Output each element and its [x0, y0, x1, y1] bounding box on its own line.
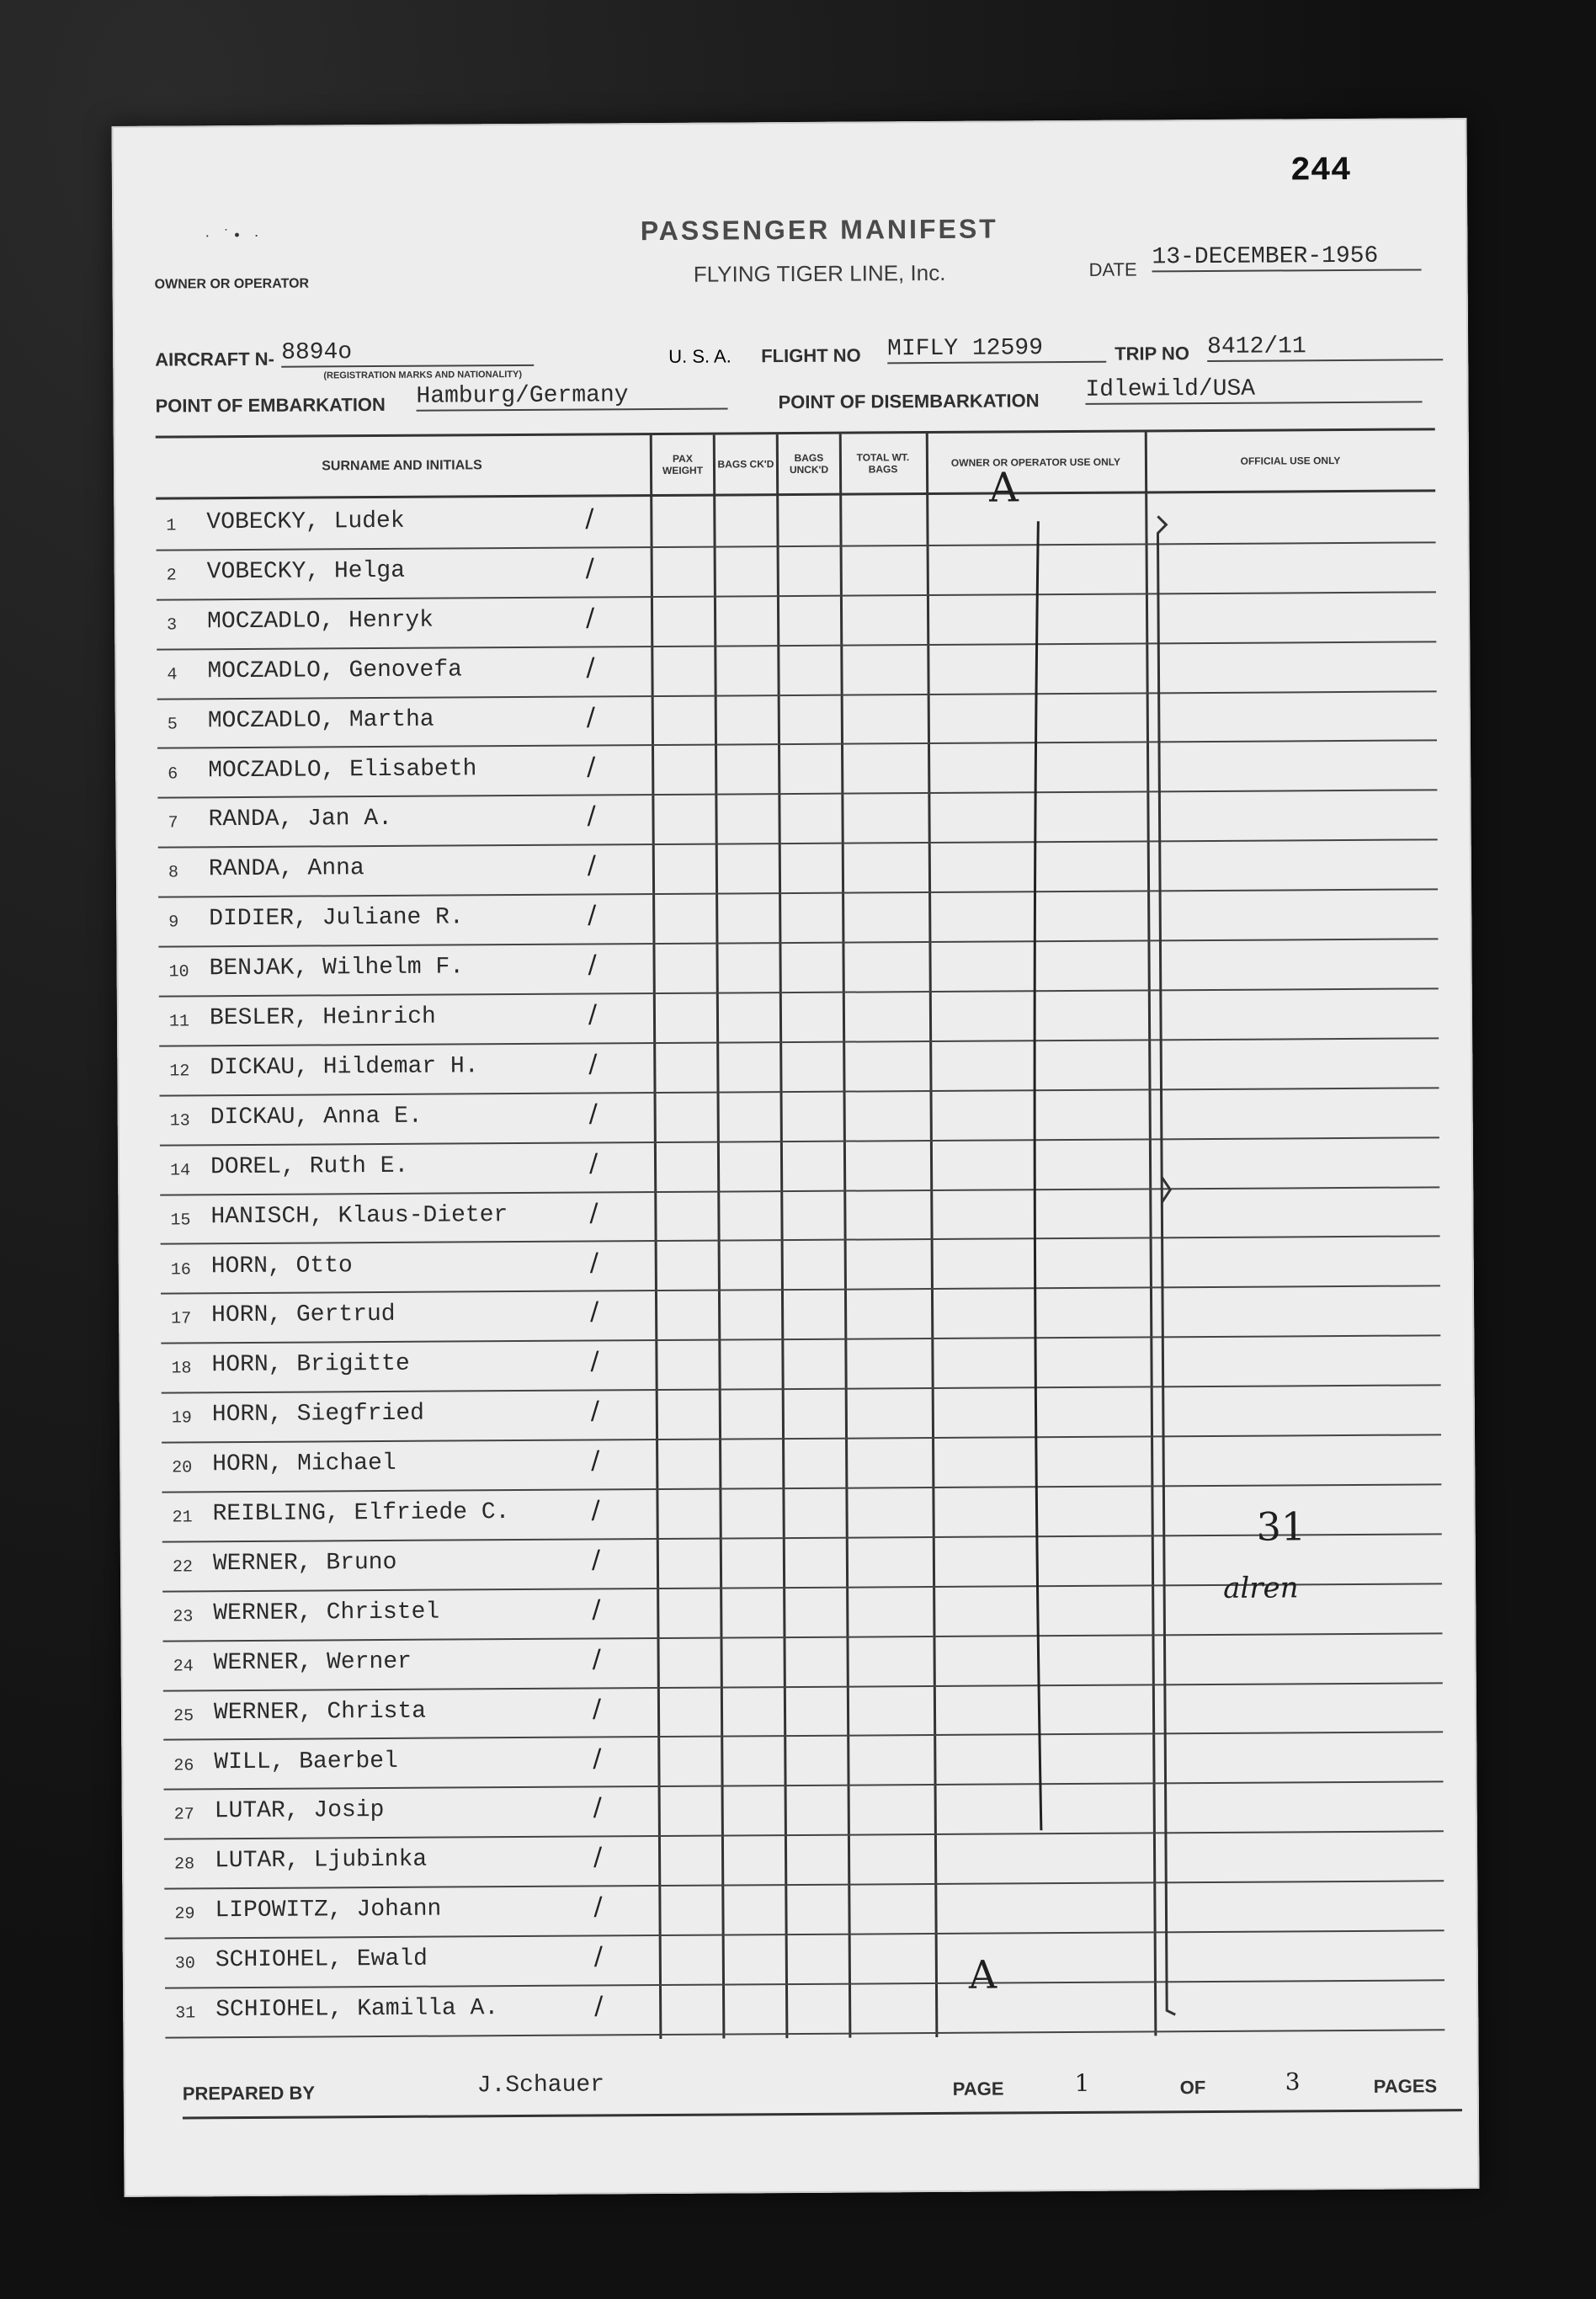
check-tick-mark: /	[592, 1594, 601, 1625]
check-tick-mark: /	[585, 503, 594, 534]
check-tick-mark: /	[589, 1198, 598, 1228]
row-number: 3	[167, 615, 178, 636]
handwritten-a-bottom: A	[968, 1951, 998, 1998]
flight-value: MIFLY 12599	[887, 335, 1106, 365]
passenger-name: MOCZADLO, Elisabeth	[208, 755, 477, 784]
pages-label: PAGES	[1373, 2075, 1438, 2097]
row-number: 22	[172, 1557, 194, 1578]
col-header-bags-ckd: BAGS CK'D	[717, 457, 774, 471]
nationality: U. S. A.	[668, 345, 732, 367]
check-tick-mark: /	[592, 1644, 601, 1674]
page-stamp-number: 244	[1290, 152, 1352, 191]
embarkation-value: Hamburg/Germany	[416, 381, 727, 411]
check-tick-mark: /	[590, 1296, 599, 1327]
passenger-name: DIDIER, Juliane R.	[209, 904, 464, 933]
passenger-name: HORN, Brigitte	[211, 1351, 410, 1379]
col-header-total-wt: TOTAL WT. BAGS	[856, 450, 910, 476]
row-number: 23	[173, 1607, 194, 1627]
check-tick-mark: /	[593, 1743, 602, 1773]
check-tick-mark: /	[590, 1396, 600, 1426]
row-number: 12	[169, 1062, 190, 1082]
passenger-name: HORN, Otto	[210, 1252, 353, 1280]
passenger-name: DICKAU, Anna E.	[210, 1103, 423, 1131]
check-tick-mark: /	[594, 1991, 604, 2021]
prepared-by-value: J.Schauer	[476, 2072, 605, 2099]
row-number: 24	[173, 1657, 194, 1677]
document-title: PASSENGER MANIFEST	[640, 213, 998, 247]
passenger-name: LIPOWITZ, Johann	[215, 1896, 442, 1924]
header-rule	[156, 430, 1435, 499]
row-number: 8	[168, 863, 179, 883]
manifest-page	[112, 118, 1480, 2197]
col-header-pax-weight: PAX WEIGHT	[662, 452, 704, 476]
row-number: 17	[171, 1309, 192, 1329]
row-number: 30	[174, 1954, 195, 1974]
row-number: 26	[173, 1755, 194, 1776]
row-number: 21	[172, 1508, 193, 1528]
passenger-name: WERNER, Christel	[213, 1599, 440, 1627]
check-tick-mark: /	[588, 1049, 598, 1079]
passenger-name: DICKAU, Hildemar H.	[210, 1053, 479, 1082]
check-tick-mark: /	[593, 1941, 604, 1972]
row-number: 5	[167, 715, 178, 735]
date-label: DATE	[1088, 258, 1137, 280]
passenger-name: RANDA, Anna	[208, 855, 364, 883]
passenger-name: VOBECKY, Helga	[206, 557, 406, 586]
row-number: 27	[173, 1805, 194, 1825]
check-tick-mark: /	[590, 1346, 599, 1376]
passenger-table	[156, 428, 1445, 2041]
passenger-name: WERNER, Bruno	[212, 1549, 397, 1578]
passenger-name: WERNER, Christa	[213, 1698, 427, 1726]
row-number: 11	[168, 1012, 190, 1032]
check-tick-mark: /	[588, 1099, 598, 1129]
row-number: 31	[175, 2004, 196, 2024]
row-number: 6	[168, 764, 178, 785]
row-number: 4	[167, 665, 178, 685]
check-tick-mark: /	[593, 1892, 603, 1922]
passenger-name: BENJAK, Wilhelm F.	[209, 954, 465, 982]
owner-operator-label: OWNER OR OPERATOR	[154, 276, 310, 292]
row-number: 14	[170, 1161, 191, 1181]
aircraft-label: AIRCRAFT N-	[155, 348, 275, 370]
passenger-name: HORN, Gertrud	[211, 1301, 396, 1329]
handwritten-total: 31	[1256, 1503, 1306, 1550]
handwritten-initials: alren	[1223, 1571, 1299, 1605]
passenger-name: DOREL, Ruth E.	[210, 1152, 409, 1180]
page-value: 1	[1074, 2068, 1090, 2097]
row-number: 10	[168, 962, 189, 982]
row-number: 9	[168, 913, 179, 933]
check-tick-mark: /	[586, 702, 596, 732]
row-number: 18	[171, 1359, 192, 1379]
flight-label: FLIGHT NO	[761, 344, 861, 367]
table-row	[165, 1979, 1444, 2038]
header-marks: · ˙• ·	[205, 226, 264, 244]
col-header-owner-use: OWNER OR OPERATOR USE ONLY	[950, 455, 1121, 469]
passenger-name: SCHIOHEL, Ewald	[215, 1945, 428, 1974]
handwritten-a-top: A	[988, 464, 1019, 512]
check-tick-mark: /	[591, 1445, 600, 1476]
footer	[183, 2058, 1462, 2119]
row-number: 7	[168, 813, 178, 833]
col-header-official-use: OFFICIAL USE ONLY	[1240, 454, 1341, 467]
disembarkation-value: Idlewild/USA	[1085, 375, 1422, 404]
of-value: 3	[1285, 2068, 1301, 2096]
passenger-name: SCHIOHEL, Kamilla A.	[215, 1995, 499, 2024]
check-tick-mark: /	[589, 1247, 598, 1277]
row-number: 28	[174, 1855, 195, 1875]
check-tick-mark: /	[591, 1495, 600, 1525]
passenger-name: MOCZADLO, Henryk	[207, 607, 434, 636]
passenger-name: HANISCH, Klaus-Dieter	[210, 1201, 508, 1230]
check-tick-mark: /	[587, 801, 596, 831]
check-tick-mark: /	[588, 999, 598, 1030]
row-number: 20	[172, 1458, 193, 1478]
passenger-name: RANDA, Jan A.	[208, 806, 393, 833]
of-label: OF	[1179, 2077, 1206, 2099]
passenger-name: MOCZADLO, Genovefa	[207, 657, 463, 684]
check-tick-mark: /	[586, 652, 595, 683]
passenger-name: WILL, Baerbel	[214, 1748, 398, 1775]
embarkation-label: POINT OF EMBARKATION	[155, 393, 386, 417]
row-number: 16	[170, 1259, 191, 1280]
check-tick-mark: /	[592, 1694, 602, 1724]
company-name: FLYING TIGER LINE, Inc.	[693, 259, 946, 287]
check-tick-mark: /	[588, 900, 597, 930]
trip-value: 8412/11	[1207, 333, 1443, 362]
aircraft-value: 8894o	[281, 338, 534, 368]
check-tick-mark: /	[588, 950, 597, 980]
passenger-name: WERNER, Werner	[213, 1648, 412, 1676]
passenger-name: VOBECKY, Ludek	[206, 508, 405, 536]
row-number: 2	[166, 566, 177, 586]
col-header-surname: SURNAME AND INITIALS	[322, 458, 482, 474]
check-tick-mark: /	[588, 1148, 598, 1179]
check-tick-mark: /	[585, 553, 594, 583]
passenger-name: REIBLING, Elfriede C.	[212, 1499, 510, 1528]
row-number: 25	[173, 1706, 194, 1727]
date-value: 13-DECEMBER-1956	[1152, 242, 1421, 272]
trip-label: TRIP NO	[1115, 343, 1190, 365]
check-tick-mark: /	[587, 751, 596, 782]
passenger-name: HORN, Michael	[212, 1450, 396, 1478]
passenger-name: HORN, Siegfried	[211, 1400, 424, 1429]
row-number: 1	[166, 516, 177, 536]
registration-note: (REGISTRATION MARKS AND NATIONALITY)	[323, 369, 523, 381]
check-tick-mark: /	[587, 850, 597, 881]
row-number: 19	[171, 1408, 192, 1429]
col-header-bags-unckd: BAGS UNCK'D	[789, 451, 829, 476]
page-label: PAGE	[952, 2078, 1004, 2099]
check-tick-mark: /	[593, 1842, 603, 1872]
row-number: 13	[169, 1111, 190, 1131]
passenger-name: LUTAR, Josip	[214, 1797, 385, 1825]
disembarkation-label: POINT OF DISEMBARKATION	[778, 390, 1040, 413]
prepared-by-label: PREPARED BY	[182, 2082, 316, 2105]
row-number: 15	[170, 1210, 191, 1231]
passenger-name: BESLER, Heinrich	[209, 1003, 436, 1032]
row-number: 29	[174, 1904, 195, 1924]
passenger-name: MOCZADLO, Martha	[207, 706, 434, 734]
check-tick-mark: /	[591, 1545, 601, 1575]
passenger-name: LUTAR, Ljubinka	[214, 1846, 428, 1875]
check-tick-mark: /	[593, 1792, 602, 1823]
check-tick-mark: /	[585, 603, 595, 633]
